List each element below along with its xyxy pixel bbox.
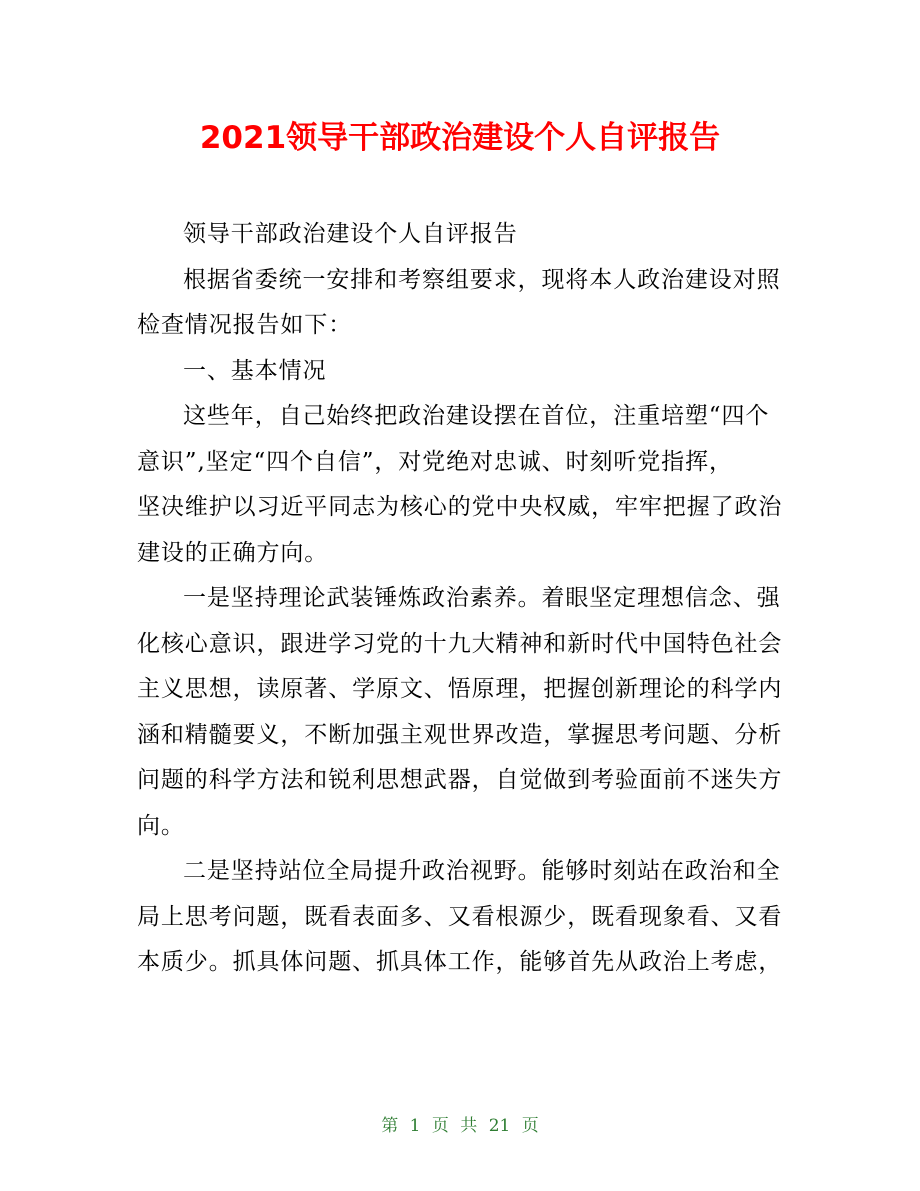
body-line: 坚决维护以习近平同志为核心的党中央权威，牢牢把握了政治 <box>137 494 783 520</box>
body-line: 涵和精髓要义，不断加强主观世界改造，掌握思考问题、分析 <box>137 721 783 748</box>
body-line: 本质少。抓具体问题、抓具体工作，能够首先从政治上考虑， <box>137 949 783 975</box>
section-heading: 一、基本情况 <box>183 357 327 384</box>
body-line: 向。 <box>137 812 185 839</box>
page-number-footer: 第 1 页 共 21 页 <box>381 1116 539 1136</box>
body-line: 根据省委统一安排和考察组要求，现将本人政治建设对照 <box>183 266 781 293</box>
body-line: 一是坚持理论武装锤炼政治素养。着眼坚定理想信念、强 <box>183 585 781 611</box>
body-line: 这些年，自己始终把政治建设摆在首位，注重培塑“四个 <box>183 403 770 429</box>
body-line: 领导干部政治建设个人自评报告 <box>183 221 518 247</box>
document-title: 2021领导干部政治建设个人自评报告 <box>199 120 721 156</box>
body-line: 问题的科学方法和锐利思想武器，自觉做到考验面前不迷失方 <box>137 767 783 793</box>
body-line: 二是坚持站位全局提升政治视野。能够时刻站在政治和全 <box>183 858 781 884</box>
document-body <box>137 212 797 986</box>
body-line: 主义思想，读原著、学原文、悟原理，把握创新理论的科学内 <box>137 676 783 702</box>
body-line: 局上思考问题，既看表面多、又看根源少，既看现象看、又看 <box>137 903 783 930</box>
body-line: 检查情况报告如下： <box>137 312 353 338</box>
body-line: 意识”,坚定“四个自信”，对党绝对忠诚、时刻听党指挥， <box>137 448 733 475</box>
body-line: 化核心意识，跟进学习党的十九大精神和新时代中国特色社会 <box>137 630 783 657</box>
body-line: 建设的正确方向。 <box>137 539 329 566</box>
